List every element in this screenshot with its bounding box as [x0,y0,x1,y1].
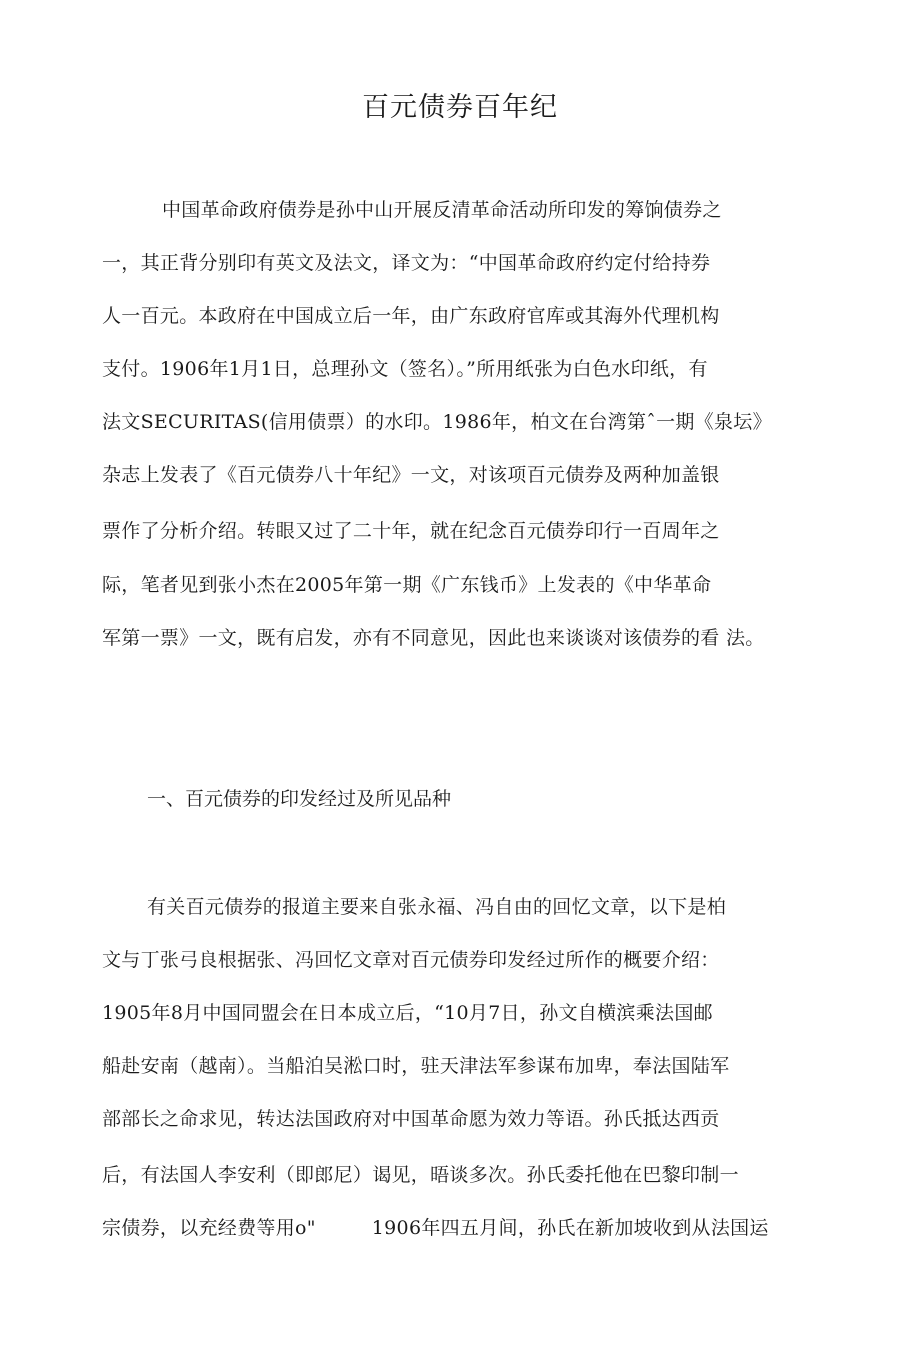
paragraph-line: 一，其正背分别印有英文及法文，译文为：“中国革命政府约定付给持券 [102,252,711,274]
paragraph-line: 支付。1906年1月1日，总理孙文（签名）。”所用纸张为白色水印纸，有 [102,358,708,380]
paragraph-line: 有关百元债券的报道主要来自张永福、冯自由的回忆文章，以下是柏 [147,896,727,918]
line-segment: 1906年四五月间，孙氏在新加坡收到从法国运 [371,1217,769,1239]
paragraph-line: 票作了分析介绍。转眼又过了二十年，就在纪念百元债券印行一百周年之 [102,520,720,542]
paragraph-line [102,1213,769,1243]
paragraph-line: 后，有法国人李安利（即郎尼）谒见，晤谈多次。孙氏委托他在巴黎印制一 [102,1164,739,1186]
line-segment: 宗债券，以充经费等用o" [102,1217,316,1239]
paragraph-line: 船赴安南（越南）。当船泊吴淞口时，驻天津法军参谋布加卑，奉法国陆军 [102,1055,730,1077]
paragraph-line: 际，笔者见到张小杰在2005年第一期《广东钱币》上发表的《中华革命 [102,574,712,596]
document-title: 百元债券百年纪 [362,92,558,123]
section-heading: 一、百元债券的印发经过及所见品种 [147,788,452,810]
paragraph-line: 文与丁张弓良根据张、冯回忆文章对百元债券印发经过所作的概要介绍： [102,949,720,971]
paragraph-line: 部部长之命求见，转达法国政府对中国革命愿为效力等语。孙氏抵达西贡 [102,1108,720,1130]
paragraph-line: 中国革命政府债券是孙中山开展反清革命活动所印发的筹饷债券之 [162,199,722,221]
paragraph-line: 杂志上发表了《百元债券八十年纪》一文，对该项百元债券及两种加盖银 [102,464,720,486]
paragraph-line: 法文SECURITAS(信用债票）的水印。1986年，柏文在台湾第ˆ一期《泉坛》 [102,411,772,433]
paragraph-line: 1905年8月中国同盟会在日本成立后，“10月7日，孙文自横滨乘法国邮 [102,1002,713,1024]
paragraph-line: 军第一票》一文，既有启发，亦有不同意见，因此也来谈谈对该债券的看 法。 [102,627,765,649]
paragraph-line: 人一百元。本政府在中国成立后一年，由广东政府官库或其海外代理机构 [102,305,720,327]
